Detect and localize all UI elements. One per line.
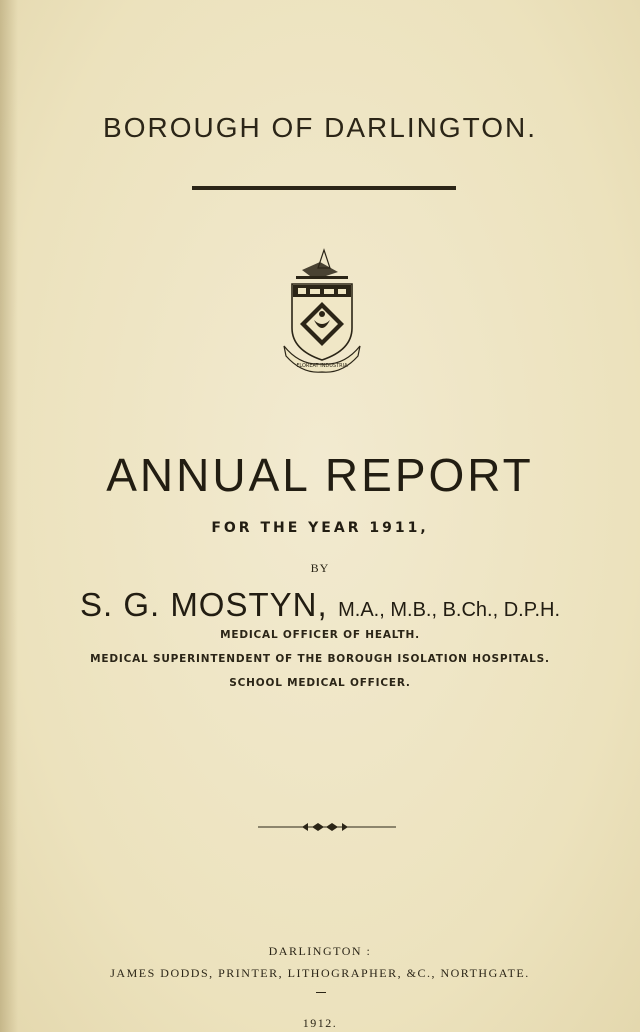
crest-motto: FLOREAT INDUSTRIA <box>296 363 348 369</box>
report-title: ANNUAL REPORT <box>106 449 534 501</box>
borough-crest-icon <box>280 246 364 374</box>
author-qualifications: M.A., M.B., B.Ch., D.P.H. <box>338 599 561 621</box>
binding-shadow <box>0 0 18 1032</box>
ornamental-divider-icon <box>258 821 396 833</box>
imprint-rule <box>316 992 326 993</box>
author-name: S. G. MOSTYN, <box>79 586 328 623</box>
report-year: FOR THE YEAR 1911, <box>211 520 429 536</box>
heading-rule <box>192 186 456 190</box>
author-line <box>0 586 640 624</box>
by-label: BY <box>310 561 330 575</box>
office-line: MEDICAL OFFICER OF HEALTH. <box>220 629 420 641</box>
borough-heading: BOROUGH OF DARLINGTON. <box>103 112 537 143</box>
imprint-year: 1912. <box>302 1016 338 1030</box>
imprint-printer: JAMES DODDS, PRINTER, LITHOGRAPHER, &C., NORTHGATE. <box>110 966 530 980</box>
office-line: MEDICAL SUPERINTENDENT OF THE BOROUGH ISOLATION HOSPITALS. <box>90 653 550 665</box>
office-line: SCHOOL MEDICAL OFFICER. <box>229 677 411 689</box>
imprint-place: DARLINGTON : <box>268 944 372 958</box>
